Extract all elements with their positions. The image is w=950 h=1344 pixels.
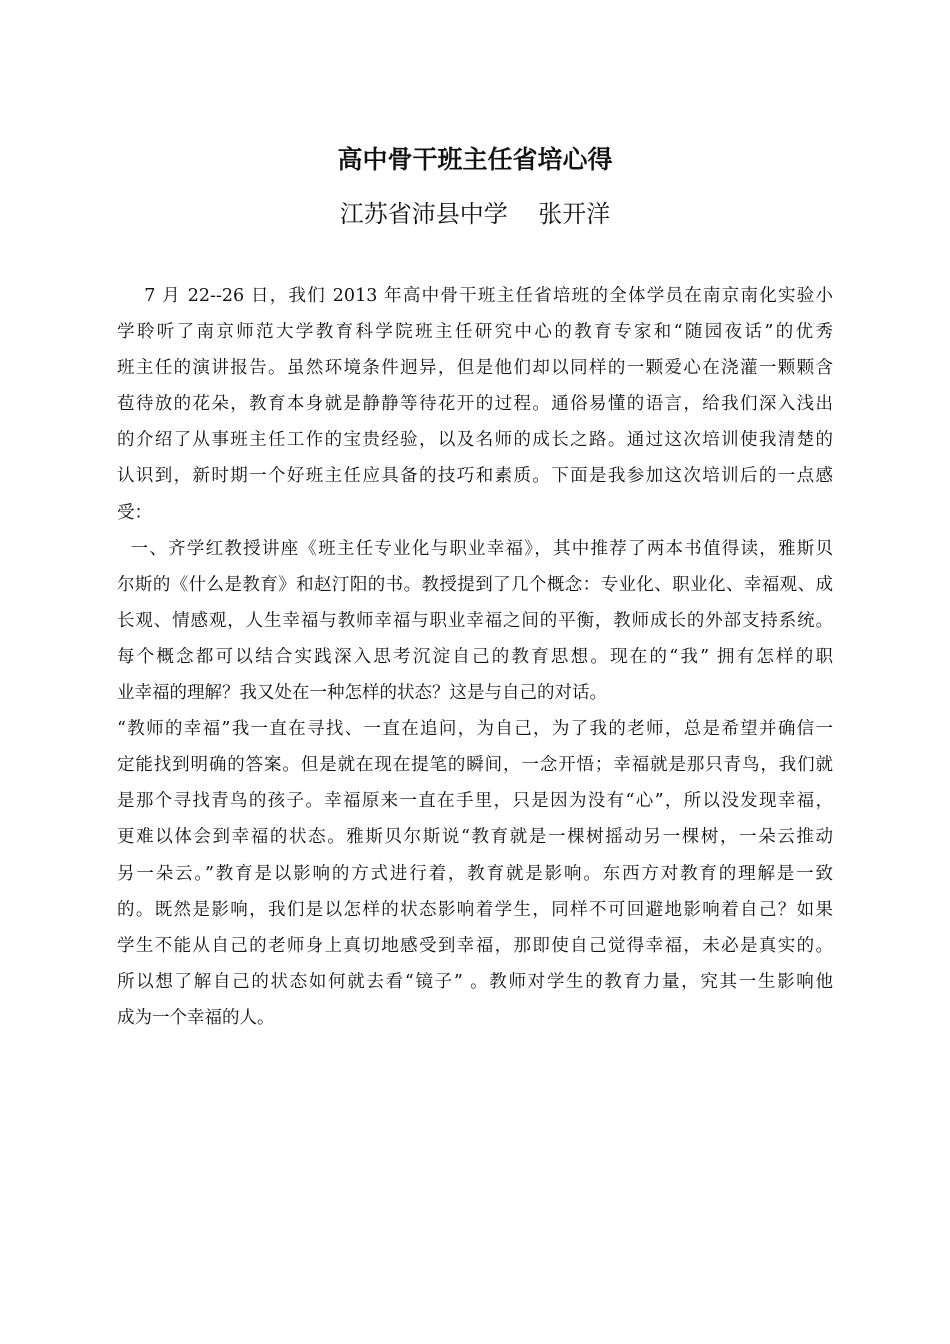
document-body (117, 278, 833, 1036)
body-line: 的介绍了从事班主任工作的宝贵经验，以及名师的成长之路。通过这次培训使我清楚的 (117, 430, 833, 451)
body-line: 长观、情感观，人生幸福与教师幸福与职业幸福之间的平衡，教师成长的外部支持系统。 (117, 610, 833, 631)
body-line: 尔斯的《什么是教育》和赵汀阳的书。教授提到了几个概念：专业化、职业化、幸福观、成 (117, 574, 833, 595)
body-line: 班主任的演讲报告。虽然环境条件迥异，但是他们却以同样的一颗爱心在浇灌一颗颗含 (117, 358, 833, 379)
body-line: 是那个寻找青鸟的孩子。幸福原来一直在手里，只是因为没有“心”，所以没发现幸福， (117, 791, 833, 812)
body-line: 认识到，新时期一个好班主任应具备的技巧和素质。下面是我参加这次培训后的一点感 (117, 466, 833, 487)
body-line: 学生不能从自己的老师身上真切地感受到幸福，那即使自己觉得幸福，未必是真实的。 (117, 935, 833, 956)
body-line: 的。既然是影响，我们是以怎样的状态影响着学生，同样不可回避地影响着自己？如果 (117, 899, 833, 920)
document-byline: 江苏省沛县中学 张开洋 (339, 200, 611, 228)
body-line: 一、齐学红教授讲座《班主任专业化与职业幸福》，其中推荐了两本书值得读，雅斯贝 (117, 538, 833, 559)
body-line: 更难以体会到幸福的状态。雅斯贝尔斯说“教育就是一棵树摇动另一棵树，一朵云推动 (117, 827, 833, 848)
body-line: 定能找到明确的答案。但是就在现在提笔的瞬间，一念开悟；幸福就是那只青鸟，我们就 (117, 755, 833, 776)
body-line: 苞待放的花朵，教育本身就是静静等待花开的过程。通俗易懂的语言，给我们深入浅出 (117, 394, 833, 415)
body-line: 受： (117, 502, 152, 523)
body-line: 另一朵云。”教育是以影响的方式进行着，教育就是影响。东西方对教育的理解是一致 (117, 863, 833, 884)
body-line: 所以想了解自己的状态如何就去看“镜子” 。教师对学生的教育力量，究其一生影响他 (117, 971, 833, 992)
body-line: 每个概念都可以结合实践深入思考沉淀自己的教育思想。现在的“我” 拥有怎样的职 (117, 646, 833, 667)
document-title: 高中骨干班主任省培心得 (337, 145, 613, 174)
body-line: 成为一个幸福的人。 (117, 1007, 275, 1028)
body-line: 业幸福的理解？我又处在一种怎样的状态？这是与自己的对话。 (117, 683, 607, 704)
body-line: 7 月 22--26 日，我们 2013 年高中骨干班主任省培班的全体学员在南京南化实验小 (117, 286, 833, 306)
body-line: 学聆听了南京师范大学教育科学院班主任研究中心的教育专家和“随园夜话”的优秀 (117, 322, 833, 343)
body-line: “教师的幸福”我一直在寻找、一直在追问，为自己，为了我的老师，总是希望并确信一 (117, 719, 833, 740)
